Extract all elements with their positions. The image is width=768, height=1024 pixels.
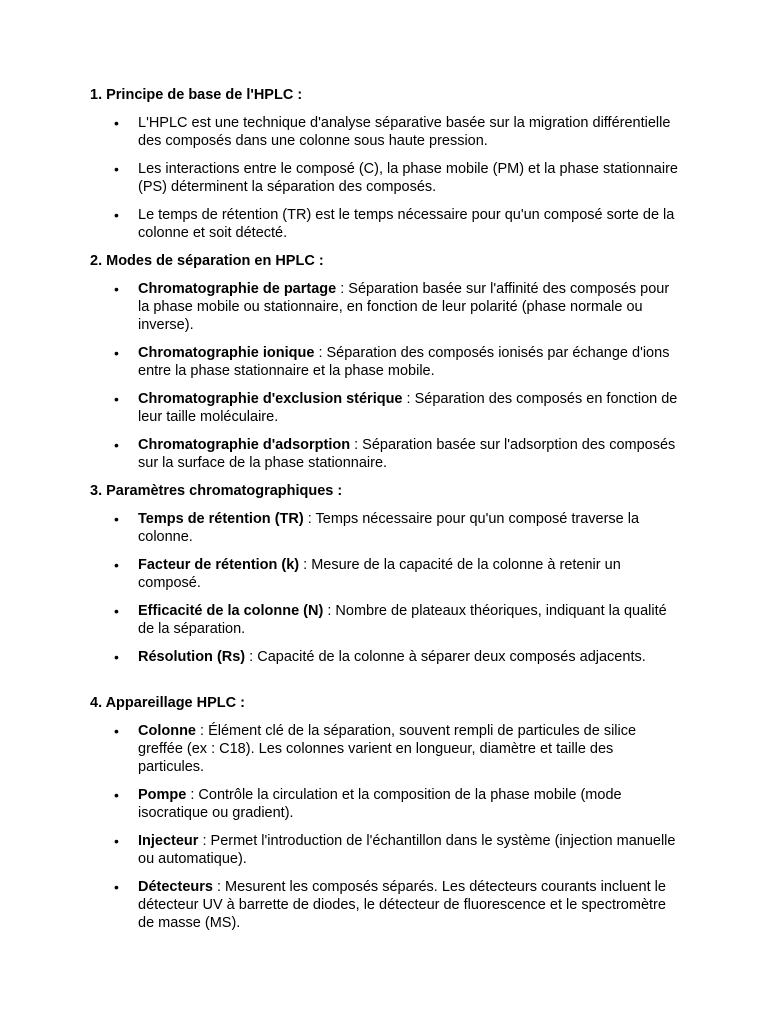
item-text: Le temps de rétention (TR) est le temps nécessaire pour qu'un composé sorte de la colonne et soit détecté. — [138, 207, 675, 242]
item-text: Chromatographie de partage : Séparation basée sur l'affinité des composés pour la phase mobile ou stationnaire, en fonction de leur polarité (phase normale ou inverse). — [138, 281, 670, 334]
bullet-icon: • — [114, 391, 119, 407]
item-text: Chromatographie d'exclusion stérique : Séparation des composés en fonction de leur taille moléculaire. — [138, 391, 678, 426]
bullet-icon: • — [114, 115, 119, 131]
bullet-icon: • — [114, 281, 119, 297]
item-text: Efficacité de la colonne (N) : Nombre de plateaux théoriques, indiquant la qualité de la séparation. — [138, 603, 667, 638]
bullet-icon: • — [114, 649, 119, 665]
item-text: Les interactions entre le composé (C), la phase mobile (PM) et la phase stationnaire (PS) déterminent la séparation des composés. — [138, 161, 678, 196]
bullet-icon: • — [114, 207, 119, 223]
bullet-icon: • — [114, 879, 119, 895]
section-title: 3. Paramètres chromatographiques : — [90, 483, 343, 499]
section-title: 1. Principe de base de l'HPLC : — [90, 87, 303, 103]
bullet-icon: • — [114, 557, 119, 573]
section-title: 4. Appareillage HPLC : — [90, 695, 245, 711]
bullet-icon: • — [114, 833, 119, 849]
section-title: 2. Modes de séparation en HPLC : — [90, 253, 324, 269]
bullet-icon: • — [114, 723, 119, 739]
bullet-icon: • — [114, 787, 119, 803]
bullet-icon: • — [114, 511, 119, 527]
item-text: Injecteur : Permet l'introduction de l'échantillon dans le système (injection manuelle ou automatique). — [138, 833, 676, 868]
item-text: Temps de rétention (TR) : Temps nécessaire pour qu'un composé traverse la colonne. — [138, 511, 640, 546]
bullet-icon: • — [114, 345, 119, 361]
item-text: L'HPLC est une technique d'analyse séparative basée sur la migration différentielle des composés dans une colonne sous haute pression. — [138, 115, 671, 150]
bullet-icon: • — [114, 603, 119, 619]
item-text: Résolution (Rs) : Capacité de la colonne à séparer deux composés adjacents. — [138, 649, 646, 665]
bullet-icon: • — [114, 437, 119, 453]
item-text: Colonne : Élément clé de la séparation, souvent rempli de particules de silice greffée (ex : C18). Les colonnes varient en longueur, diamètre et taille des particules. — [138, 723, 637, 776]
item-text: Chromatographie ionique : Séparation des composés ionisés par échange d'ions entre la phase stationnaire et la phase mobile. — [138, 345, 670, 380]
item-text: Chromatographie d'adsorption : Séparation basée sur l'adsorption des composés sur la surface de la phase stationnaire. — [138, 437, 676, 472]
bullet-icon: • — [114, 161, 119, 177]
item-text: Détecteurs : Mesurent les composés séparés. Les détecteurs courants incluent le détecteur UV à barrette de diodes, le détecteur de fluorescence et le spectromètre de masse (MS). — [138, 879, 666, 932]
item-text: Facteur de rétention (k) : Mesure de la capacité de la colonne à retenir un composé. — [138, 557, 621, 592]
item-text: Pompe : Contrôle la circulation et la composition de la phase mobile (mode isocratique ou gradient). — [138, 787, 622, 822]
